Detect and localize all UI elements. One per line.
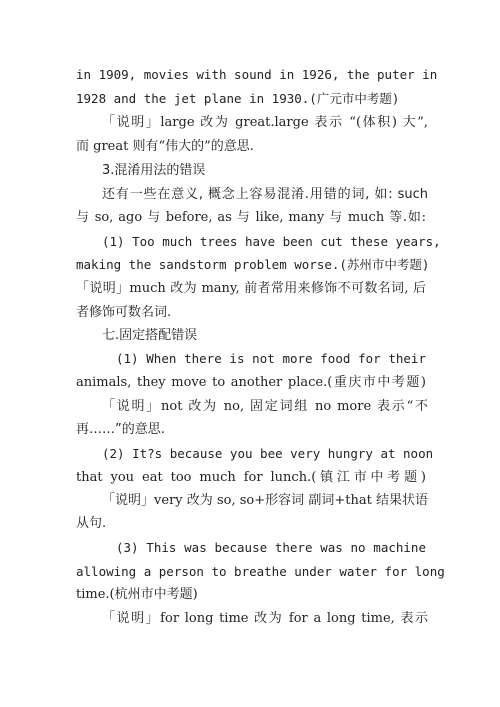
text-line: in 1909, movies with sound in 1926, the puter in [76, 67, 438, 82]
text-line: 从句. [76, 516, 107, 531]
text-line: 与 so, ago 与 before, as 与 like, many 与 much 等.如: [76, 210, 426, 225]
text-line: 1928 and the jet plane in 1930.(广元市中考题) [76, 91, 400, 106]
text-line: making the sandstorm problem worse.(苏州市中考题) [76, 257, 430, 272]
text-line: time.(杭州市中考题) [76, 587, 198, 602]
example-line: (1) When there is not more food for their [116, 351, 426, 366]
example-line: (1) Too much trees have been cut these years, [102, 234, 441, 249]
text-line: 「说明」not 改为 no, 固定词组 no more 表示“不 [102, 399, 428, 414]
text-line: 「说明」very 改为 so, so+形容词 副词+that 结果状语 [102, 493, 428, 508]
text-line: allowing a person to breathe under water for long [76, 564, 445, 579]
text-line: 「说明」for long time 改为 for a long time, 表示 [102, 611, 428, 626]
text-line: 者修饰可数名词. [76, 305, 172, 320]
example-line: (2) It?s because you bee very hungry at noon [102, 446, 434, 461]
text-line: 「说明」much 改为 many, 前者常用来修饰不可数名词, 后 [76, 281, 426, 296]
example-line: (3) This was because there was no machine [116, 540, 426, 555]
text-line: 而 great 则有“伟大的”的意思. [76, 139, 254, 154]
text-line: animals, they move to another place.(重庆市中考题) [76, 375, 426, 390]
text-line: 还有一些在意义, 概念上容易混淆.用错的词, 如: such [102, 187, 428, 202]
section-heading: 七.固定搭配错误 [102, 328, 198, 343]
text-line: that you eat too much for lunch.(镇江市中考题) [76, 470, 426, 485]
text-line: 再……”的意思. [76, 422, 165, 437]
text-line: 「说明」large 改为 great.large 表示 “(体积) 大”, [102, 115, 428, 130]
section-heading: 3.混淆用法的错误 [102, 163, 206, 178]
